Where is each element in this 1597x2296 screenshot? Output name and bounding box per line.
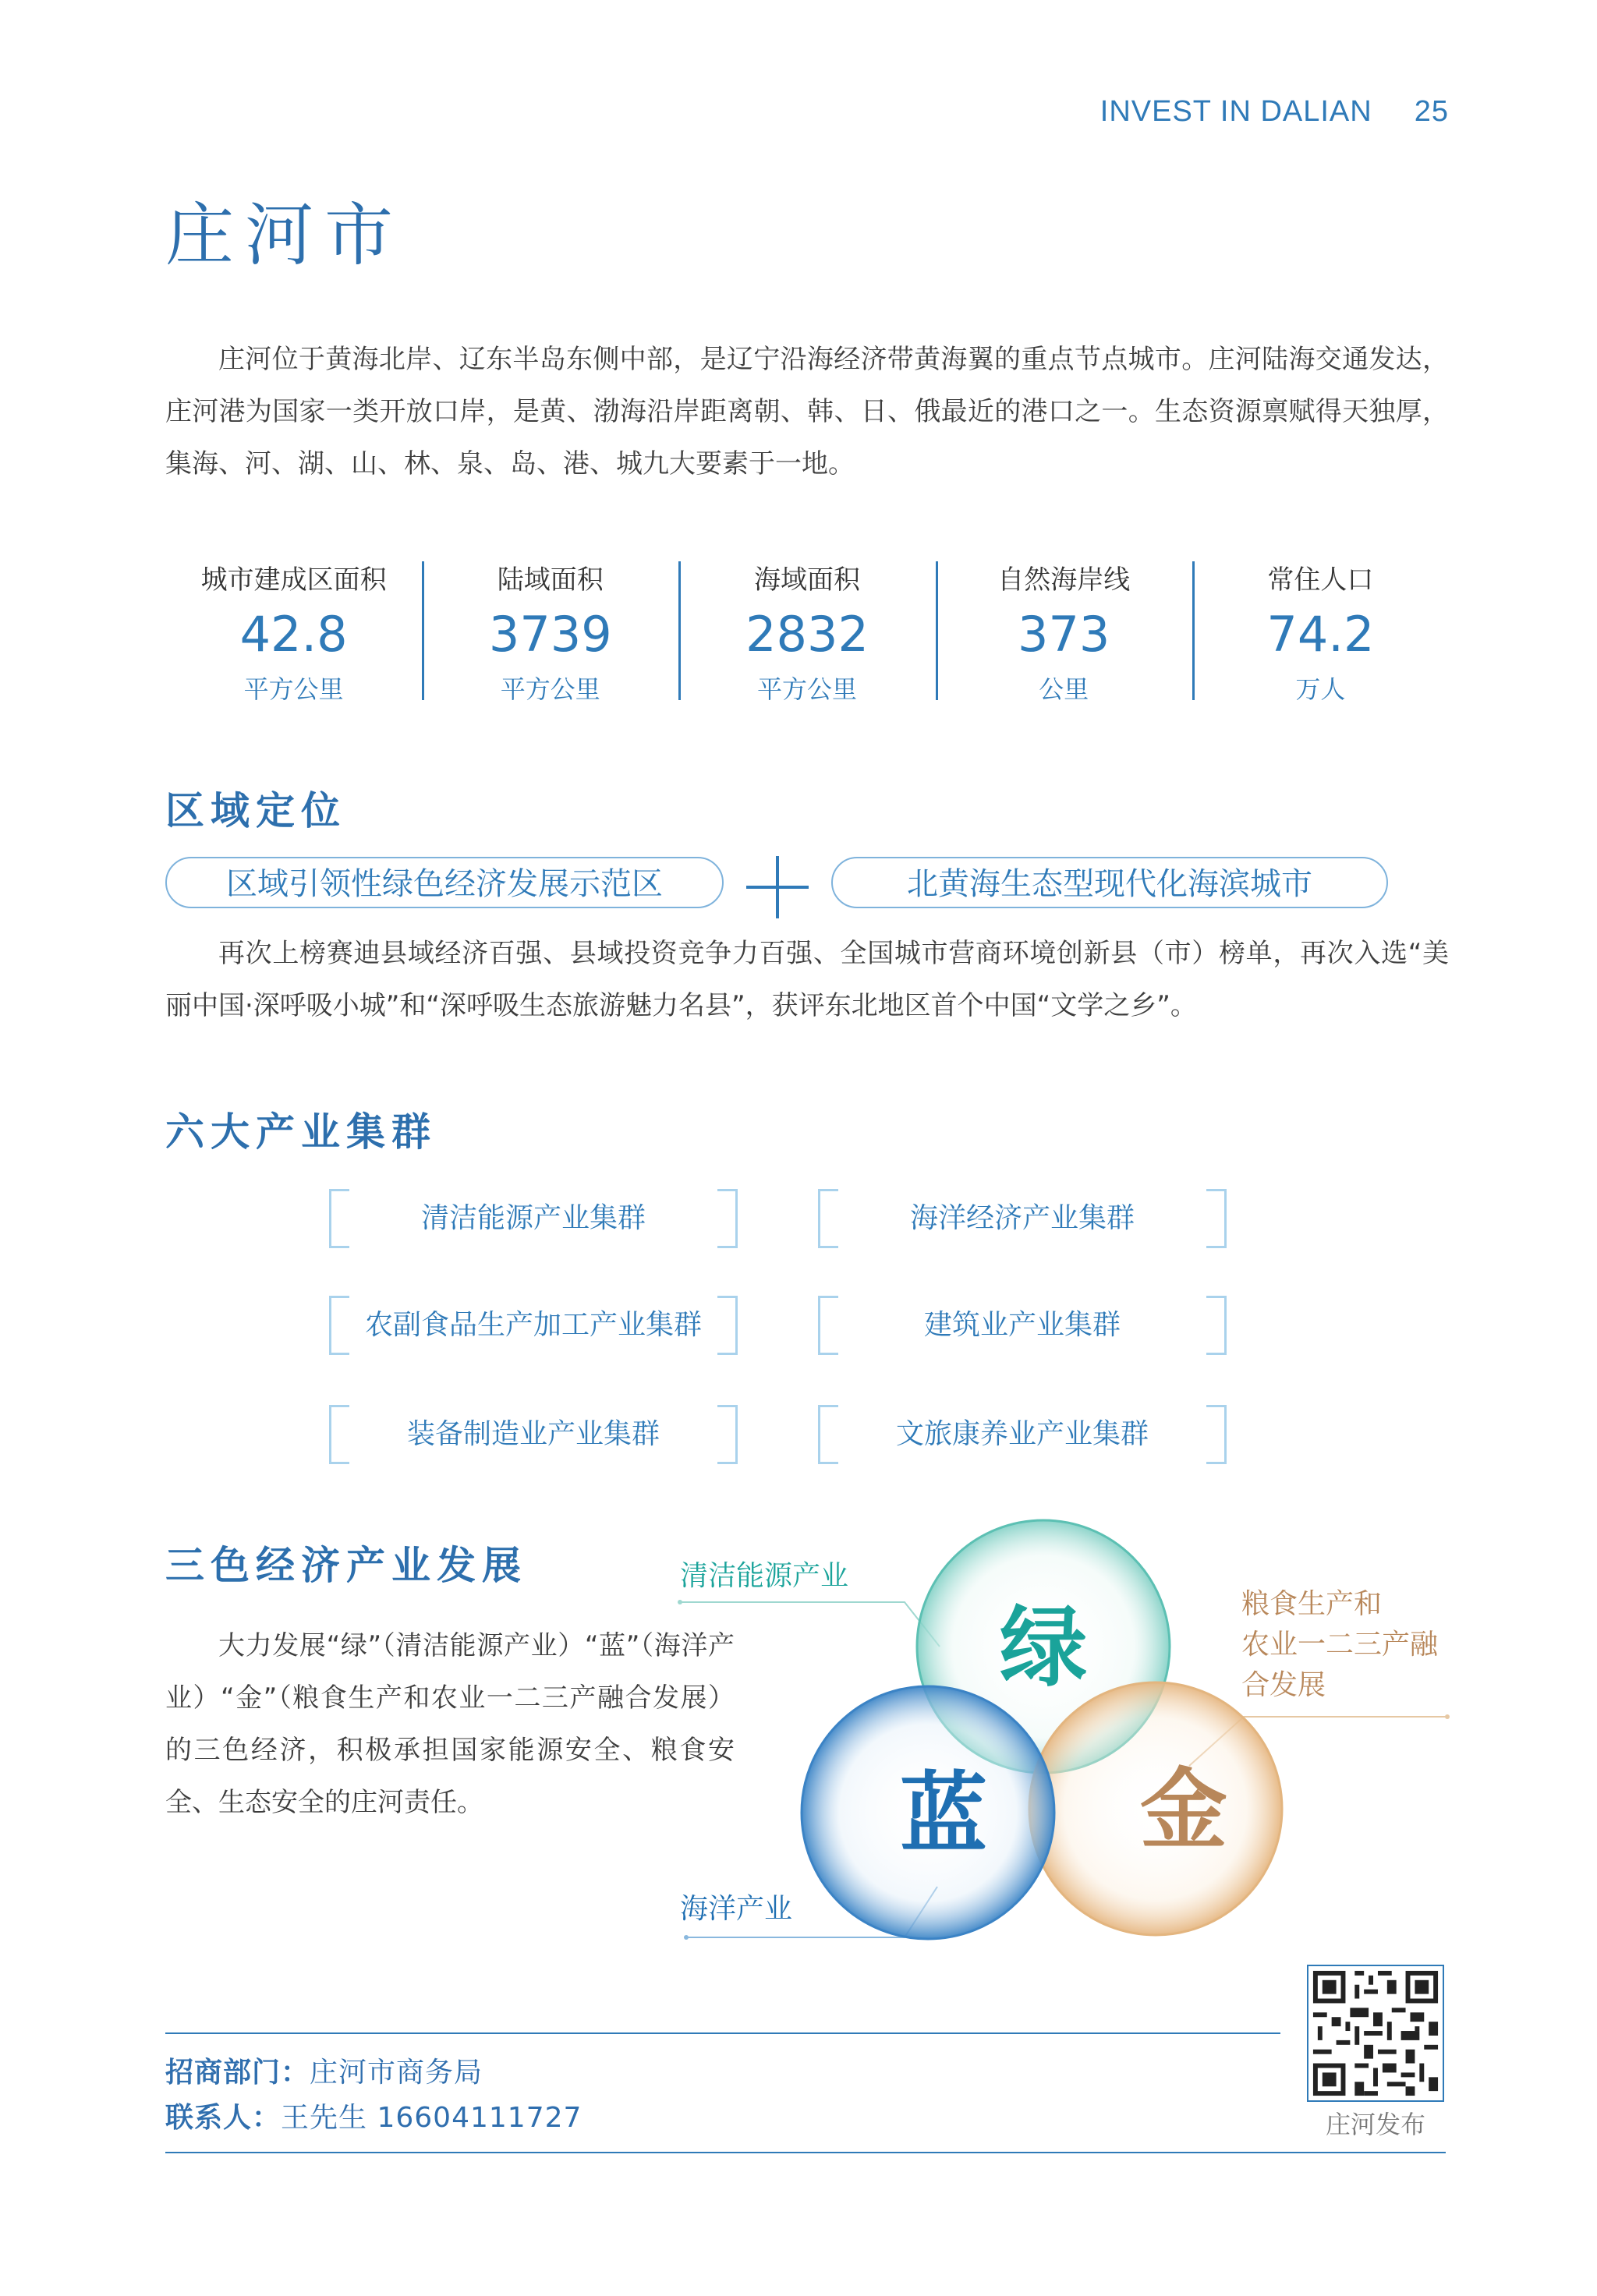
stat-label: 海域面积 [754, 564, 860, 596]
bracket-right-icon [1206, 1296, 1227, 1355]
bracket-left-icon [818, 1296, 838, 1355]
page-number: 25 [1414, 95, 1449, 128]
stat-value: 373 [1018, 606, 1110, 663]
positioning-title: 区域定位 [165, 787, 346, 833]
cluster-item [818, 1296, 1227, 1355]
tricolor-title: 三色经济产业发展 [165, 1542, 527, 1588]
cluster-label: 文旅康养业产业集群 [895, 1418, 1149, 1450]
bracket-left-icon [329, 1189, 349, 1248]
stat-value: 74.2 [1266, 606, 1375, 663]
bracket-left-icon [329, 1296, 349, 1355]
gold-label-line: 粮食生产和 [1241, 1588, 1383, 1620]
stat-coastline [936, 552, 1192, 708]
stat-unit: 平方公里 [500, 674, 600, 704]
stat-unit: 平方公里 [757, 674, 858, 704]
cluster-item [329, 1405, 738, 1464]
qr-code-icon [1307, 1965, 1444, 2102]
gold-label [1241, 1584, 1438, 1706]
green-connector-line [680, 1602, 940, 1647]
qr-caption: 庄河发布 [1325, 2110, 1425, 2139]
positioning-pill-left: 区域引领性绿色经济发展示范区 [165, 857, 724, 908]
bracket-left-icon [329, 1405, 349, 1464]
bracket-right-icon [1206, 1189, 1227, 1248]
cluster-label: 清洁能源产业集群 [420, 1202, 646, 1234]
green-label: 清洁能源产业 [680, 1560, 849, 1592]
stat-label: 城市建成区面积 [200, 564, 387, 596]
footer-divider-bottom [165, 2152, 1446, 2153]
cluster-item [329, 1189, 738, 1248]
stat-label: 陆域面积 [497, 564, 604, 596]
gold-label-line: 农业一二三产融 [1241, 1629, 1439, 1661]
blue-connector-dot [684, 1935, 689, 1940]
footer-divider-top [165, 2032, 1280, 2034]
bracket-right-icon [717, 1405, 738, 1464]
gold-char: 金 [1140, 1760, 1227, 1861]
tricolor-paragraph: 大力发展“绿”（清洁能源产业）“蓝”（海洋产业）“金”（粮食生产和农业一二三产融合发展）的三色经济，积极承担国家能源安全、粮食安全、生态安全的庄河责任。 [165, 1630, 735, 1818]
contact-value: 王先生 16604111727 [281, 2102, 582, 2134]
stat-built-area [165, 552, 422, 708]
dept-value: 庄河市商务局 [310, 2057, 483, 2089]
gold-label-line: 合发展 [1241, 1669, 1326, 1701]
stat-unit: 平方公里 [243, 674, 344, 704]
stat-label: 自然海岸线 [997, 564, 1131, 596]
intro-paragraph: 庄河位于黄海北岸、辽东半岛东侧中部，是辽宁沿海经济带黄海翼的重点节点城市。庄河陆海交通发达，庄河港为国家一类开放口岸，是黄、渤海沿岸距离朝、韩、日、俄最近的港口之一。生态资源禀赋得天独厚，集海、河、湖、山、林、泉、岛、港、城九大要素于一地。 [165, 344, 1449, 479]
blue-label: 海洋产业 [680, 1893, 793, 1925]
stat-label: 常住人口 [1267, 564, 1374, 596]
gold-connector-dot [1445, 1714, 1450, 1719]
bracket-left-icon [818, 1189, 838, 1248]
cluster-item [818, 1405, 1227, 1464]
bracket-left-icon [818, 1405, 838, 1464]
footer-contact [165, 2096, 582, 2135]
bracket-right-icon [1206, 1405, 1227, 1464]
bracket-right-icon [717, 1296, 738, 1355]
stat-population [1192, 552, 1449, 708]
page-title: 庄河市 [165, 195, 405, 275]
cluster-label: 农副食品生产加工产业集群 [364, 1309, 702, 1341]
dept-label: 招商部门： [165, 2057, 310, 2089]
cluster-label: 海洋经济产业集群 [909, 1202, 1135, 1234]
blue-char: 蓝 [900, 1764, 987, 1865]
positioning-pill-right: 北黄海生态型现代化海滨城市 [831, 857, 1388, 908]
stat-value: 2832 [745, 606, 869, 663]
stat-sea-area [678, 552, 935, 708]
positioning-paragraph: 再次上榜赛迪县域经济百强、县域投资竞争力百强、全国城市营商环境创新县（市）榜单，再次入选“美丽中国·深呼吸小城”和“深呼吸生态旅游魅力名县”，获评东北地区首个中国“文学之乡”。 [165, 938, 1449, 1021]
cluster-item [329, 1296, 738, 1355]
footer-department [165, 2050, 483, 2090]
page-header [1100, 95, 1449, 129]
stat-unit: 公里 [1039, 674, 1089, 704]
stat-value: 3739 [488, 606, 612, 663]
cluster-item [818, 1189, 1227, 1248]
contact-label: 联系人： [165, 2102, 282, 2134]
header-brand: INVEST IN DALIAN [1099, 95, 1372, 128]
stats-row [165, 552, 1449, 708]
cluster-label: 建筑业产业集群 [923, 1309, 1121, 1341]
bracket-right-icon [717, 1189, 738, 1248]
plus-icon [746, 856, 809, 918]
cluster-label: 装备制造业产业集群 [406, 1418, 660, 1450]
stat-value: 42.8 [239, 606, 348, 663]
green-connector-dot [678, 1600, 682, 1604]
stat-unit: 万人 [1295, 674, 1346, 704]
clusters-title: 六大产业集群 [165, 1109, 437, 1155]
green-char: 绿 [1000, 1597, 1087, 1699]
stat-land-area [422, 552, 678, 708]
